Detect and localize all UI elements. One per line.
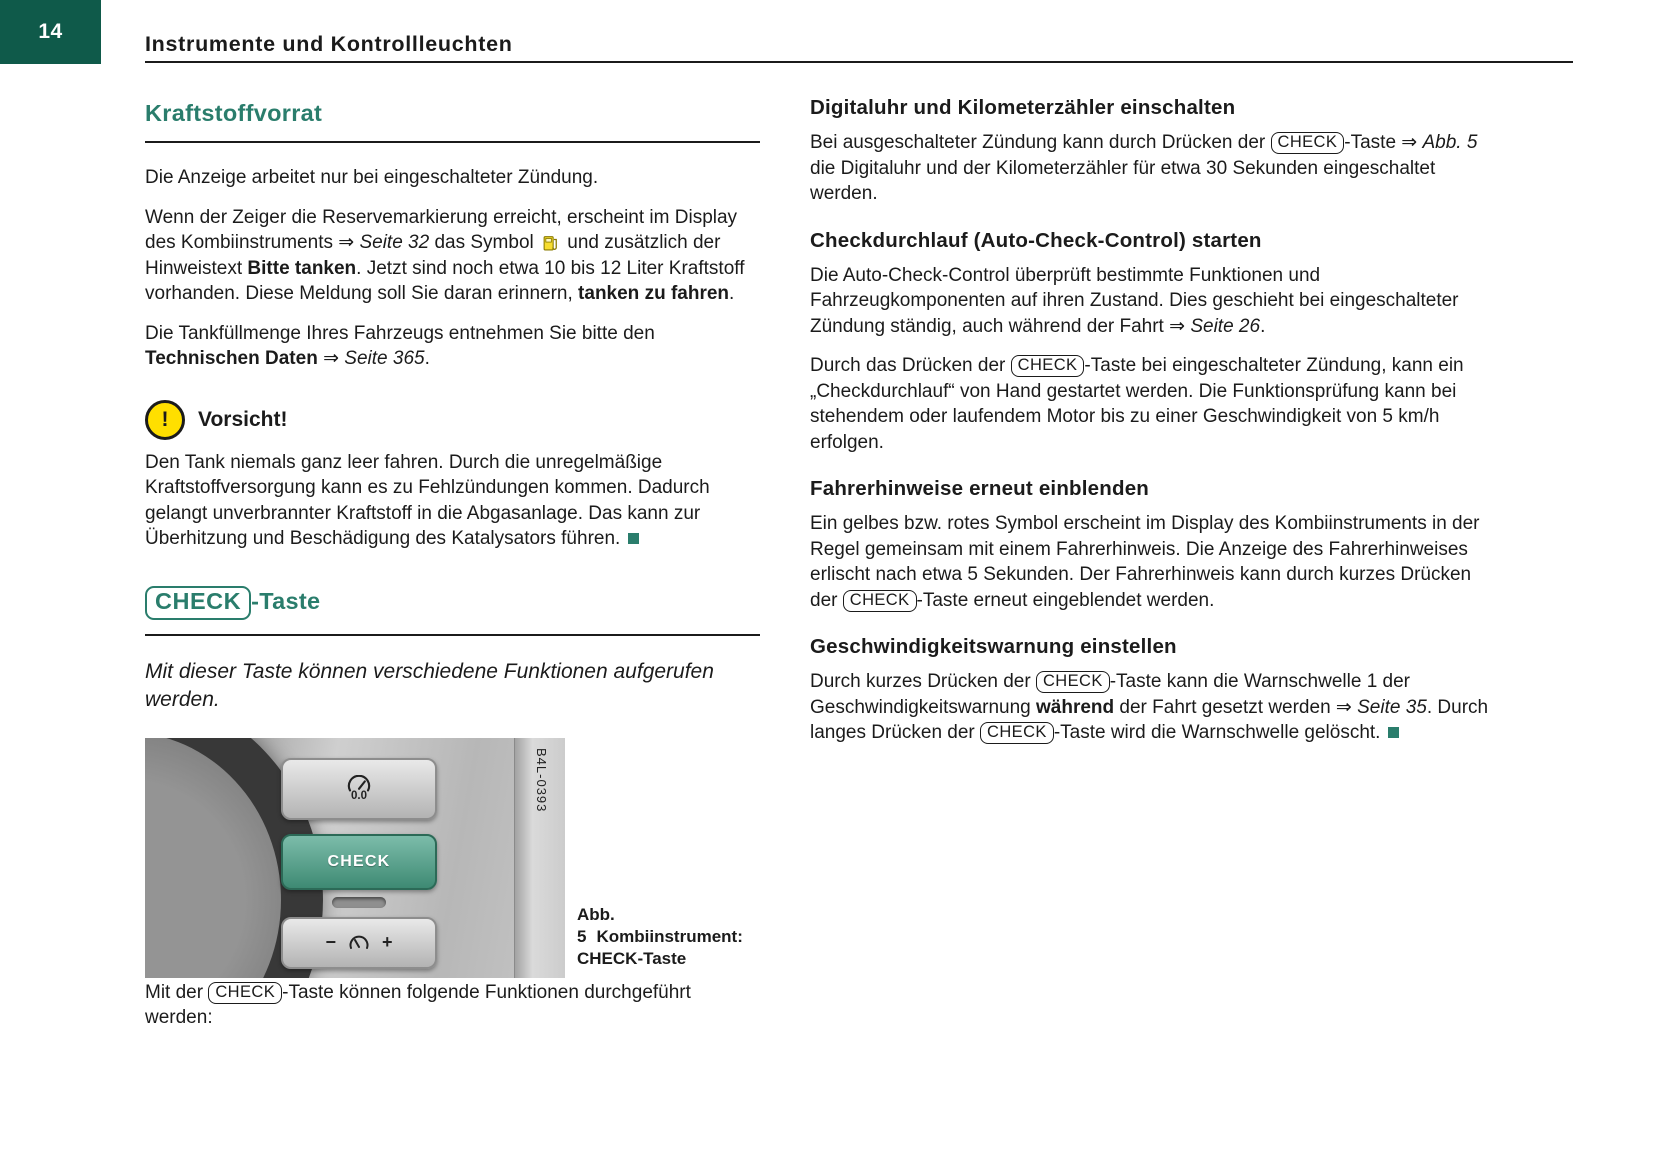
check-key-label: CHECK: [980, 722, 1054, 744]
check-key-label: CHECK: [208, 982, 282, 1004]
lap-timer-value: 0.0: [351, 790, 367, 802]
section-end-marker: [628, 533, 639, 544]
fuel-paragraph-3: [145, 321, 760, 372]
text: Die Tankfüllmenge Ihres Fahrzeugs entnehmen Sie bitte den: [145, 322, 655, 344]
check-key-label: CHECK: [1011, 355, 1085, 377]
page-reference: Seite 26: [1190, 315, 1261, 337]
dimmer-gauge-icon: [347, 935, 371, 950]
check-key-label: CHECK: [843, 590, 917, 612]
check-button: CHECK: [281, 834, 437, 890]
photo-code: B4L-0393: [534, 747, 549, 812]
button-slot: [332, 897, 386, 908]
header-rule: [145, 61, 1573, 63]
check-functions-paragraph: [145, 980, 760, 1031]
text: Durch das Drücken der: [810, 355, 1011, 376]
text: Durch kurzes Drücken der: [810, 671, 1036, 692]
section-end-marker: [1388, 727, 1399, 738]
text: . Durch langes Drücken der: [810, 696, 1489, 743]
emphasis-tanken-zu-fahren: tanken zu fahren: [578, 283, 730, 304]
text: ⇒: [317, 348, 345, 369]
emphasis-waehrend: während: [1036, 696, 1115, 718]
section-digitaluhr: [810, 96, 1500, 207]
subsection-title: Geschwindigkeitswarnung einstellen: [810, 635, 1177, 658]
text: -Taste können folgende Funktionen durchgeführt werden:: [145, 981, 691, 1028]
text: -Taste bei eingeschalteter Zündung, kann ein „Checkdurchlauf“ von Hand gestartet werden. Die Funktionsprüfung kann bei stehendem oder laufendem Motor bis zu einer Geschwindigkeit von 5 km/h erfolgen.: [810, 355, 1464, 453]
text: Mit der: [145, 981, 209, 1003]
exclamation-circle-icon: [145, 400, 185, 440]
text: .: [729, 283, 735, 304]
text: die Digitaluhr und der Kilometerzähler für etwa 30 Sekunden eingeschaltet werden.: [810, 157, 1436, 204]
section-geschwindigkeitswarnung: [810, 635, 1500, 746]
section-checkdurchlauf: [810, 229, 1500, 456]
lap-timer-button: [281, 758, 437, 820]
right-column: [810, 96, 1500, 760]
section-title-kraftstoffvorrat: Kraftstoffvorrat: [145, 96, 760, 143]
figure-caption-label: Abb. 5: [577, 904, 615, 946]
section-fahrerhinweise: [810, 477, 1500, 613]
chapter-title: Instrumente und Kontrollleuchten: [145, 32, 513, 56]
text: -Taste kann die Warnschwelle 1 der Geschwindigkeitswarnung: [810, 671, 1411, 718]
figure-caption: [577, 904, 759, 978]
photo-code-strip: [514, 738, 565, 978]
text: Die Auto-Check-Control überprüft bestimmte Funktionen und Fahrzeugkomponenten auf ihren Zustand. Dies geschieht bei eingeschalteter Zündung ständig, auch während der Fahrt ⇒: [810, 264, 1459, 337]
page-reference: Seite 32: [359, 232, 430, 253]
caution-body: [145, 450, 760, 552]
text: Bei ausgeschalteter Zündung kann durch Drücken der: [810, 132, 1271, 153]
subsection-title: Fahrerhinweise erneut einblenden: [810, 477, 1150, 500]
page-reference: Seite 365: [344, 348, 425, 369]
paragraph: [810, 511, 1500, 613]
subsection-title: Checkdurchlauf (Auto-Check-Control) starten: [810, 228, 1262, 252]
emphasis-bitte-tanken: Bitte tanken: [247, 257, 357, 279]
text: und zusätzlich der Hinweistext: [145, 232, 721, 279]
text: -Taste erneut eingeblendet werden.: [916, 589, 1215, 611]
figure-row: [145, 738, 760, 978]
caution-title: Vorsicht!: [198, 407, 288, 431]
figure-caption-text: Kombiinstrument: CHECK-Taste: [577, 926, 743, 968]
text: Den Tank niemals ganz leer fahren. Durch die unregelmäßige Kraftstoffversorgung kann es zu Fehlzündungen kommen. Dadurch gelangt unverbrannter Kraftstoff in die Abgasanlage. Das kann zur Überhitzung und Beschädigung des Katalysators führen.: [145, 451, 710, 549]
plus-glyph: +: [382, 932, 393, 952]
illumination-button: [281, 917, 437, 969]
check-key-label: CHECK: [1036, 671, 1110, 693]
emphasis-technische-daten: Technischen Daten: [145, 348, 318, 369]
page-reference: Seite 35: [1357, 696, 1427, 718]
caution-header: [145, 400, 760, 440]
text: . Jetzt sind noch etwa 10 bis 12 Liter Kraftstoff vorhanden. Diese Meldung soll Sie daran erinnern,: [145, 257, 745, 304]
button-panel: [280, 758, 438, 969]
paragraph: [810, 130, 1500, 207]
section-title-check-taste: [145, 582, 760, 636]
text: Ein gelbes bzw. rotes Symbol erscheint im Display des Kombiinstruments in der Regel gemeinsam mit einem Fahrerhinweis. Die Anzeige des Fahrerhinweises erlischt nach etwa 5 Sekunden. Der Fahrerhinweis kann durch kurzes Drücken der: [810, 513, 1480, 611]
text: -Taste ⇒: [1344, 132, 1423, 153]
page-number-tab: [0, 0, 101, 64]
exclamation-glyph: !: [161, 407, 169, 431]
fuel-pump-icon: [543, 234, 558, 251]
page-number: 14: [38, 20, 63, 43]
paragraph: [810, 353, 1500, 455]
subsection-title: Digitaluhr und Kilometerzähler einschalten: [810, 96, 1236, 119]
figure-reference: Abb. 5: [1422, 132, 1478, 153]
fuel-paragraph-1: [145, 165, 760, 191]
text: .: [1260, 315, 1266, 337]
text: -Taste: [251, 587, 321, 614]
left-column: [145, 96, 760, 1045]
text: der Fahrt gesetzt werden ⇒: [1114, 696, 1358, 718]
paragraph: [810, 263, 1500, 340]
check-intro: Mit dieser Taste können verschiedene Funktionen aufgerufen werden.: [145, 659, 714, 711]
minus-glyph: −: [325, 932, 336, 952]
text: das Symbol: [429, 232, 534, 253]
text: -Taste wird die Warnschwelle gelöscht.: [1053, 722, 1381, 743]
check-key-label: CHECK: [145, 586, 251, 620]
text: Die Anzeige arbeitet nur bei eingeschalteter Zündung.: [145, 167, 599, 188]
text: .: [424, 348, 430, 369]
check-key-label: CHECK: [1271, 132, 1345, 154]
text: Wenn der Zeiger die Reservemarkierung erreicht, erscheint im Display des Kombiinstruments ⇒: [145, 206, 738, 253]
paragraph: [810, 669, 1500, 746]
figure-check-button-photo: [145, 738, 565, 978]
fuel-paragraph-2: [145, 205, 760, 307]
